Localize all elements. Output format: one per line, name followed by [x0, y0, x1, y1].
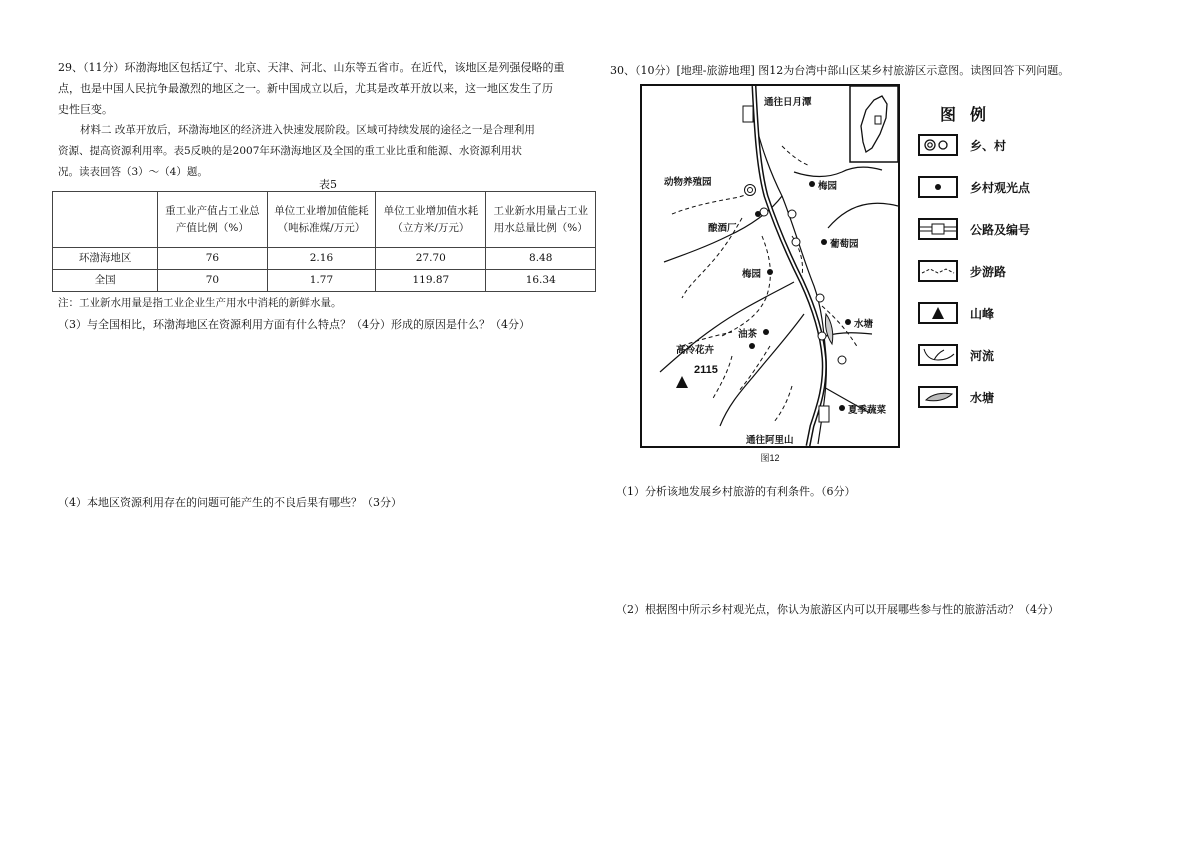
- question-1: （1）分析该地发展乡村旅游的有利条件。（6分）: [616, 485, 856, 498]
- table-caption: 表5: [319, 178, 337, 191]
- q29-intro: [58, 57, 598, 120]
- table-cell: 2.16: [267, 248, 376, 270]
- table-header-cell: 工业新水用量占工业用水总量比例（%）: [486, 192, 596, 248]
- road-icon: [918, 218, 958, 240]
- q29-material-line1: 材料二 改革开放后，环渤海地区的经济进入快速发展阶段。区域可持续发展的途径之一是合理利用: [80, 124, 535, 136]
- q29-intro-line1: 29、（11分）环渤海地区包括辽宁、北京、天津、河北、山东等五省市。在近代，该地区是列强侵略的重: [58, 61, 565, 74]
- legend-label: 水塘: [970, 390, 995, 405]
- label-peak-height: 2115: [694, 364, 718, 376]
- map-legend: [918, 86, 1068, 426]
- label-flowers: 高冷花卉: [676, 345, 715, 356]
- q30-intro: 30、（10分）[地理-旅游地理] 图12为台湾中部山区某乡村旅游区示意图。读图回答下列问题。: [610, 64, 1070, 77]
- table-header-row: [53, 192, 596, 248]
- table-cell: 27.70: [376, 248, 486, 270]
- label-pond: 水塘: [854, 319, 874, 330]
- q29-material: [58, 120, 598, 183]
- pond-icon: [918, 386, 958, 408]
- label-grape: 葡萄园: [830, 239, 859, 250]
- label-plum-2: 梅园: [742, 269, 762, 280]
- table-note: 注：工业新水用量是指工业企业生产用水中消耗的新鲜水量。: [58, 297, 342, 309]
- table-header-cell: [53, 192, 158, 248]
- q29-intro-line2: 点，也是中国人民抗争最激烈的地区之一。新中国成立以后，尤其是改革开放以来，这一地区发生了历: [58, 82, 553, 95]
- legend-label: 山峰: [970, 306, 995, 321]
- legend-item-peak: [918, 302, 994, 324]
- pond-shape: [825, 314, 832, 344]
- label-vegetables: 夏季蔬菜: [848, 405, 887, 416]
- tourism-map: [640, 84, 900, 448]
- main-road: [754, 86, 824, 446]
- legend-item-road: [918, 218, 1030, 240]
- question-3: （3）与全国相比，环渤海地区在资源利用方面有什么特点？（4分）形成的原因是什么？（4分）: [58, 318, 530, 331]
- data-table-5: [52, 191, 596, 292]
- peak-icon: [918, 302, 958, 324]
- label-south-road: 通往阿里山: [746, 435, 794, 446]
- trail-icon: [918, 260, 958, 282]
- table-cell: 8.48: [486, 248, 596, 270]
- table-cell: 16.34: [486, 270, 596, 292]
- question-4: （4）本地区资源利用存在的问题可能产生的不良后果有哪些？（3分）: [58, 496, 402, 509]
- question-2: （2）根据图中所示乡村观光点，你认为旅游区内可以开展哪些参与性的旅游活动？（4分）: [616, 603, 1059, 616]
- label-brewery: 酿酒厂: [708, 223, 737, 234]
- road-number-box-north: [743, 106, 753, 122]
- village-icon: [918, 134, 958, 156]
- legend-item-scenic-spot: [918, 176, 1030, 198]
- legend-item-village: [918, 134, 1006, 156]
- legend-label: 步游路: [970, 264, 1007, 279]
- table-cell: 70: [158, 270, 268, 292]
- table-cell: 76: [158, 248, 268, 270]
- table-cell: 全国: [53, 270, 158, 292]
- map-drawing: [642, 86, 898, 446]
- q29-material-line3: 况。读表回答（3）～（4）题。: [58, 166, 208, 178]
- taiwan-inset: [850, 86, 898, 162]
- legend-item-river: [918, 344, 994, 366]
- table-cell: 环渤海地区: [53, 248, 158, 270]
- table-header-cell: 重工业产值占工业总产值比例（%）: [158, 192, 268, 248]
- table-row: [53, 248, 596, 270]
- map-caption: 图12: [760, 453, 780, 463]
- road-number-box-south: [819, 406, 829, 422]
- peak-marker: [676, 376, 688, 388]
- q29-intro-line3: 史性巨变。: [58, 103, 113, 116]
- label-plum-1: 梅园: [818, 181, 838, 192]
- label-north-road: 通往日月潭: [764, 97, 812, 108]
- legend-item-trail: [918, 260, 1006, 282]
- table-cell: 1.77: [267, 270, 376, 292]
- table-row: [53, 270, 596, 292]
- legend-label: 河流: [970, 348, 995, 363]
- river-icon: [918, 344, 958, 366]
- label-tea: 油茶: [738, 329, 758, 340]
- legend-title: 图例: [940, 105, 1001, 124]
- legend-label: 公路及编号: [970, 222, 1031, 237]
- legend-label: 乡村观光点: [970, 180, 1031, 195]
- table-cell: 119.87: [376, 270, 486, 292]
- legend-item-pond: [918, 386, 994, 408]
- table-header-cell: 单位工业增加值能耗（吨标准煤/万元）: [267, 192, 376, 248]
- scenic-spot-icon: [918, 176, 958, 198]
- q29-material-line2: 资源、提高资源利用率。表5反映的是2007年环渤海地区及全国的重工业比重和能源、水资源利用状: [58, 145, 522, 157]
- legend-label: 乡、村: [970, 138, 1007, 153]
- table-header-cell: 单位工业增加值水耗（立方米/万元）: [376, 192, 486, 248]
- label-zoo: 动物养殖园: [664, 177, 712, 188]
